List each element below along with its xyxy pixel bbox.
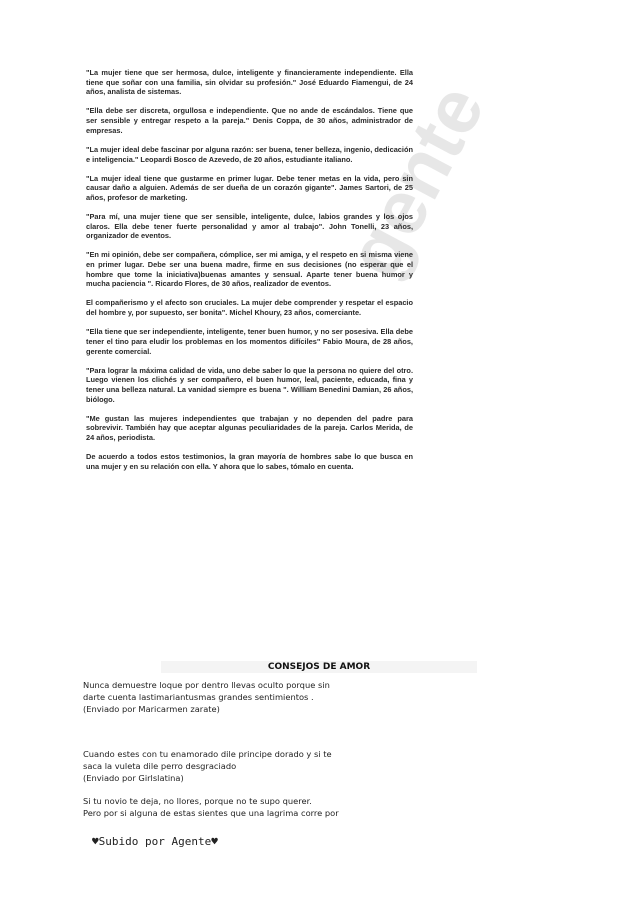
testimonial-paragraph: "Para lograr la máxima calidad de vida, uno debe saber lo que la persona no quiere del otro. Luego vienen los clichés y ser compañero, el buen humor, leal, paciente, educada, fina y tener una belleza natural. La vanidad siempre es buena ". William Benedini Damian, 26 años, biólogo. — [86, 365, 413, 404]
testimonial-paragraph: "Ella tiene que ser independiente, inteligente, tener buen humor, y no ser posesiva. Ella debe tener el tino para eludir los problemas en los momentos difíciles" Fabio Moura, de 28 años, gerente comercial. — [86, 327, 413, 356]
testimonial-paragraph: "Me gustan las mujeres independientes que trabajan y no dependen del padre para sobrevivir. También hay que aceptar algunas peculiaridades de la pareja. Carlos Merida, de 24 años, periodista. — [86, 413, 413, 443]
section-title: CONSEJOS DE AMOR — [267, 662, 371, 672]
tip-item — [83, 748, 413, 784]
tips-list — [83, 679, 413, 819]
scanned-article — [86, 68, 413, 640]
tip-line: Pero por si alguna de estas sientes que una lagrima corre por — [83, 808, 339, 818]
watermark: gente — [330, 71, 502, 291]
footer-credit: ♥Subido por Agente♥ — [92, 835, 218, 848]
tip-line: saca la vuleta dile perro desgraciado — [83, 761, 237, 771]
tip-item — [83, 679, 413, 715]
testimonial-paragraph: "La mujer ideal tiene que gustarme en primer lugar. Debe tener metas en la vida, pero sin causar daño a alguien. Además de ser dueña de un corazón gigante". James Sartori, de 25 años, profesor de marketing. — [86, 173, 413, 202]
tip-line: Nunca demuestre loque por dentro llevas oculto porque sin — [83, 680, 330, 690]
testimonial-paragraph: "Ella debe ser discreta, orgullosa e independiente. Que no ande de escándalos. Tiene que ser sensible y entregar respeto a la pareja." Denis Coppa, de 30 años, administrador de empresas. — [86, 106, 413, 135]
testimonial-paragraph: "La mujer tiene que ser hermosa, dulce, inteligente y financieramente independiente. Ella tiene que soñar con una familia, sin olvidar su profesión." José Eduardo Fiamengui, de 24 años, analista de sistemas. — [86, 68, 413, 97]
tip-line: darte cuenta lastimariantusmas grandes sentimientos . — [83, 692, 314, 702]
testimonial-paragraph: "En mi opinión, debe ser compañera, cómplice, ser mi amiga, y el respeto en si misma viene en primer lugar. Debe ser una buena madre, firme en sus decisiones (no esperar que el hombre que tome la iniciativa)buenas amantes y sensual. Aparte tener buena humor y mucha paciencia ". Ricardo Flores, de 30 años, realizador de eventos. — [86, 250, 413, 289]
tip-line: Si tu novio te deja, no llores, porque no te supo querer. — [83, 796, 312, 806]
conclusion-paragraph: De acuerdo a todos estos testimonios, la gran mayoría de hombres sabe lo que busca en una mujer y en su relación con ella. Y ahora que lo sabes, tómalo en cuenta. — [86, 452, 413, 471]
testimonial-paragraph: "La mujer ideal debe fascinar por alguna razón: ser buena, tener belleza, ingenio, dedicación e inteligencia." Leopardi Bosco de Azevedo, de 20 años, estudiante italiano. — [86, 144, 413, 164]
tip-author: (Enviado por Maricarmen zarate) — [83, 704, 220, 714]
tip-item — [83, 795, 413, 819]
testimonial-paragraph: El compañerismo y el afecto son cruciales. La mujer debe comprender y respetar el espacio del hombre y, por supuesto, ser bonita". Michel Khoury, 23 años, comerciante. — [86, 298, 413, 318]
testimonial-paragraph: "Para mí, una mujer tiene que ser sensible, inteligente, dulce, labios grandes y los ojos claros. Ella debe tener fuerte personalidad y amor al trabajo". John Tonelli, 23 años, organizador de eventos. — [86, 211, 413, 241]
tip-line: Cuando estes con tu enamorado dile principe dorado y si te — [83, 749, 332, 759]
tip-author: (Enviado por Girlslatina) — [83, 773, 184, 783]
